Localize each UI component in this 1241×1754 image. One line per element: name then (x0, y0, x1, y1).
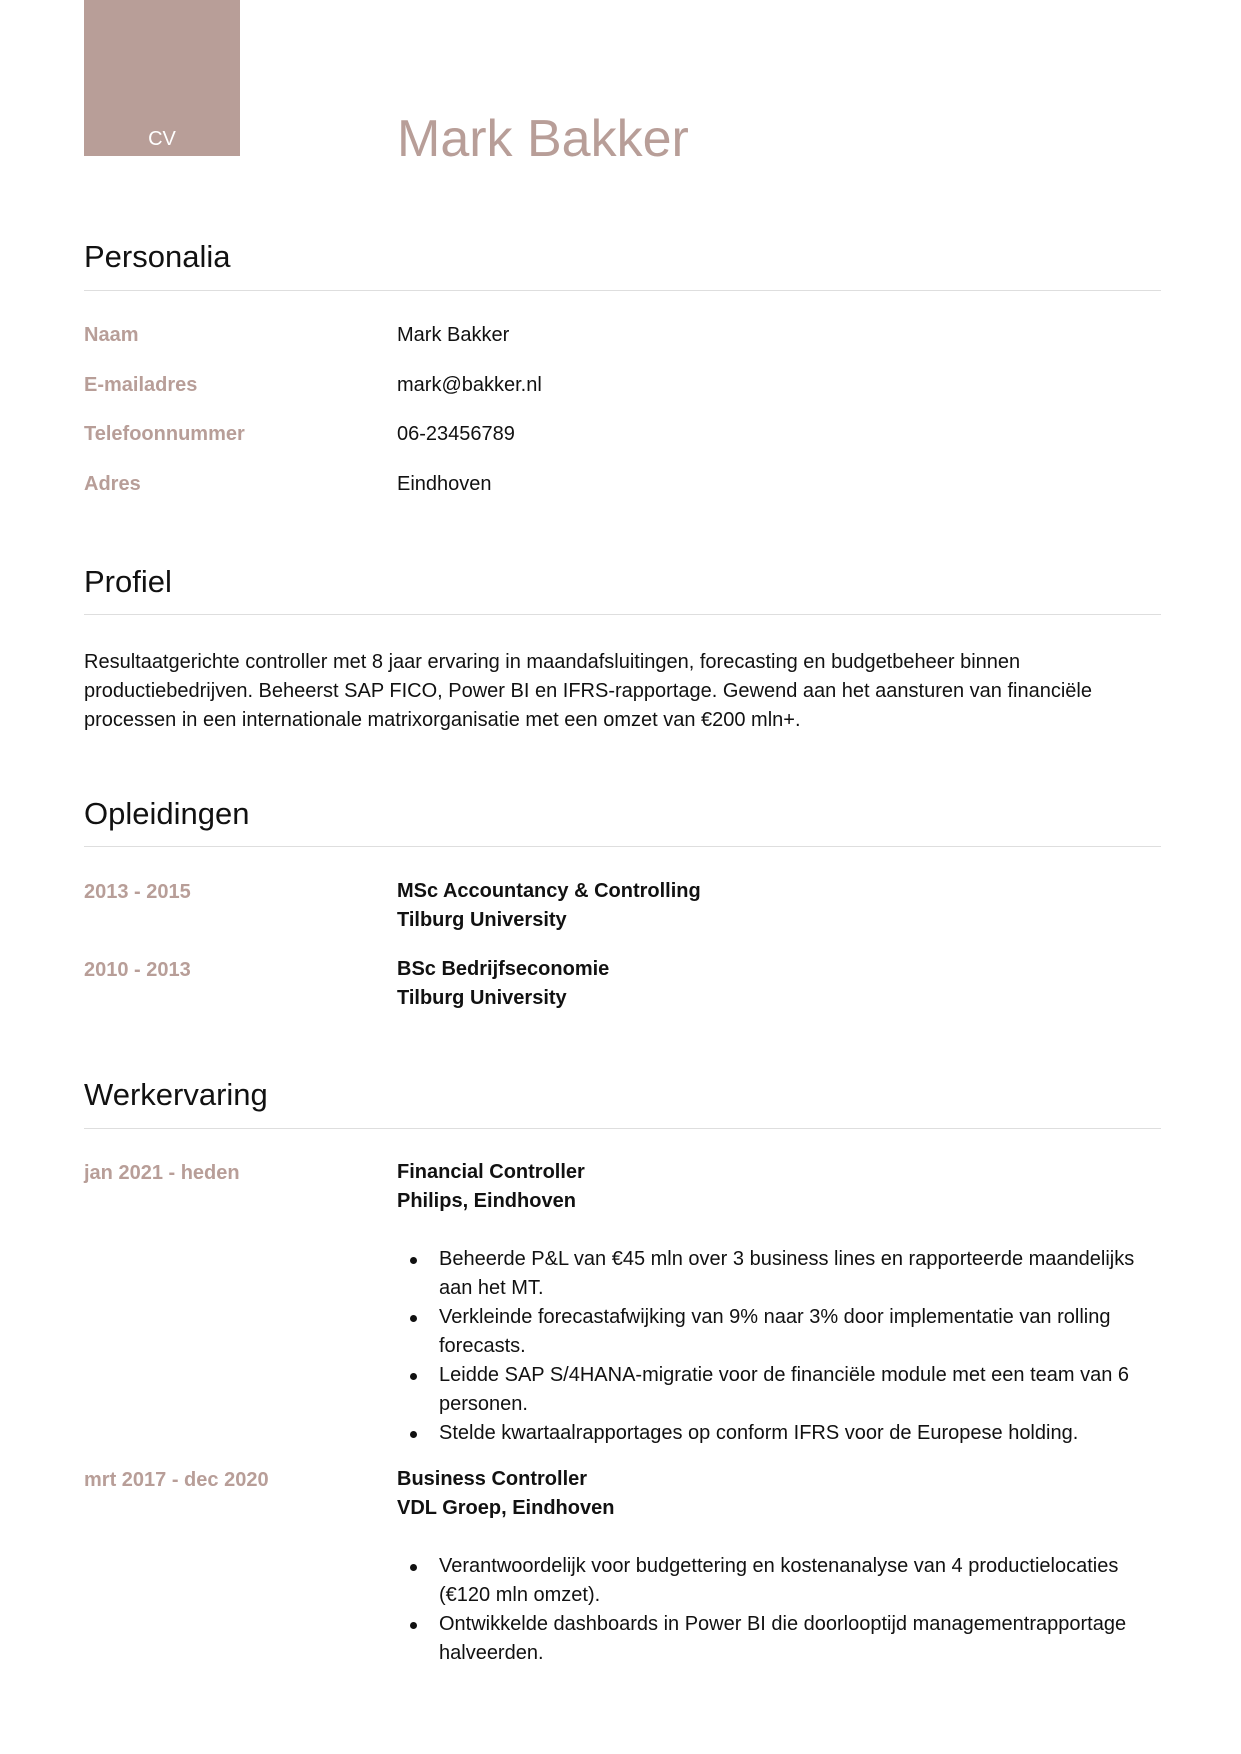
section-divider (84, 1128, 1161, 1129)
job-role: Business Controller (397, 1468, 588, 1490)
education-degree: BSc Bedrijfseconomie (397, 958, 610, 980)
list-item: Stelde kwartaalrapportages op conform IFRS voor de Europese holding. (439, 1419, 1161, 1448)
list-item: Ontwikkelde dashboards in Power BI die doorlooptijd managementrapportage halveerden. (439, 1610, 1161, 1668)
section-title-profiel: Profiel (84, 564, 172, 599)
list-item: Leidde SAP S/4HANA-migratie voor de financiële module met een team van 6 personen. (439, 1361, 1161, 1419)
personalia-label-adres: Adres (84, 473, 141, 495)
personalia-value-adres: Eindhoven (397, 473, 492, 495)
job-period: jan 2021 - heden (84, 1162, 240, 1184)
education-school: Tilburg University (397, 987, 567, 1009)
list-item: Beheerde P&L van €45 mln over 3 business lines en rapporteerde maandelijks aan het MT. (439, 1245, 1161, 1303)
personalia-label-telefoon: Telefoonnummer (84, 423, 245, 445)
education-degree: MSc Accountancy & Controlling (397, 880, 701, 902)
section-divider (84, 614, 1161, 615)
section-title-opleidingen: Opleidingen (84, 796, 250, 831)
personalia-value-naam: Mark Bakker (397, 324, 510, 346)
education-school: Tilburg University (397, 909, 567, 931)
job-achievements-list (397, 1552, 1161, 1668)
bullet-icon (410, 1257, 417, 1264)
job-achievements-list (397, 1245, 1161, 1448)
section-title-personalia: Personalia (84, 239, 231, 274)
bullet-icon (410, 1431, 417, 1438)
education-period: 2013 - 2015 (84, 881, 191, 903)
education-entry (397, 877, 701, 935)
job-period: mrt 2017 - dec 2020 (84, 1469, 269, 1491)
personalia-label-naam: Naam (84, 324, 139, 346)
section-divider (84, 290, 1161, 291)
job-role: Financial Controller (397, 1161, 585, 1183)
profile-paragraph: Resultaatgerichte controller met 8 jaar ervaring in maandafsluitingen, forecasting en budgetbeheer binnen productiebedrijven. Beheerst SAP FICO, Power BI en IFRS-rapportage. Gewend aan het aansturen van financiële processen in een internationale matrixorganisatie met een omzet van €200 mln+. (84, 651, 1092, 731)
bullet-icon (410, 1622, 417, 1629)
list-item: Verkleinde forecastafwijking van 9% naar 3% door implementatie van rolling forecasts. (439, 1303, 1161, 1361)
job-entry (397, 1158, 585, 1216)
job-company: Philips, Eindhoven (397, 1190, 576, 1212)
candidate-name-heading: Mark Bakker (397, 110, 689, 168)
education-entry (397, 955, 609, 1013)
bullet-icon (410, 1373, 417, 1380)
personalia-value-email: mark@bakker.nl (397, 374, 542, 396)
personalia-label-email: E-mailadres (84, 374, 198, 396)
photo-label: CV (148, 128, 176, 150)
personalia-value-telefoon: 06-23456789 (397, 423, 515, 445)
bullet-icon (410, 1315, 417, 1322)
bullet-icon (410, 1564, 417, 1571)
education-period: 2010 - 2013 (84, 959, 191, 981)
job-company: VDL Groep, Eindhoven (397, 1497, 615, 1519)
list-item: Verantwoordelijk voor budgettering en kostenanalyse van 4 productielocaties (€120 mln omzet). (439, 1552, 1161, 1610)
job-entry (397, 1465, 614, 1523)
section-title-werkervaring: Werkervaring (84, 1077, 268, 1112)
section-divider (84, 846, 1161, 847)
cv-photo-placeholder (84, 0, 240, 156)
